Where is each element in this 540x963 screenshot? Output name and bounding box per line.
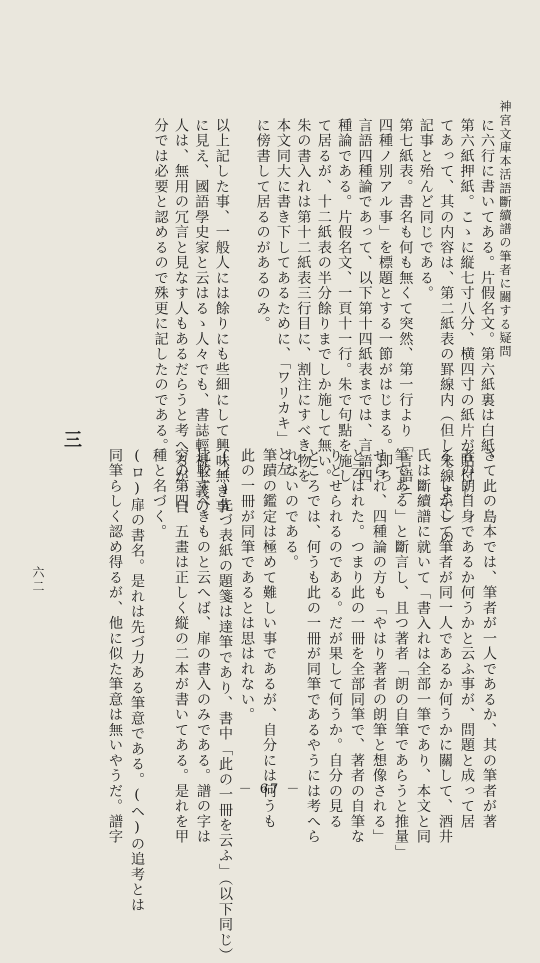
lower-text-line: (イ)先づ表紙の題箋は達筆であり、書中「此の一冊を云ふ」（以下同じ） bbox=[217, 448, 233, 963]
running-header: 神宮文庫本活語斷續譜の筆者に關する疑問 bbox=[498, 100, 512, 359]
lower-text-line: 種と名づく。 bbox=[151, 448, 167, 540]
lower-text-line: と云はれた。つまり此の一冊を全部同筆で、著者の自筆な bbox=[349, 448, 365, 845]
upper-text-line: 種論である。片假名文、一頁十一行。朱で句點を施し bbox=[336, 118, 353, 484]
lower-text-line: 此の一冊が同筆であるとは思はれない。 bbox=[239, 448, 255, 723]
upper-text-line: 記事と殆んど同じである。 bbox=[417, 118, 434, 301]
lower-text-line: りとせられるのである。だが果して何うか。自分の見る bbox=[327, 448, 343, 830]
lower-text-line: 筆蹟の鑑定は極めて難しい事であるが、自分には何うも bbox=[261, 448, 277, 830]
lower-text-line: 筆である」と斷言し、且つ著者「朗の自筆であらうと推量」 bbox=[393, 448, 409, 860]
upper-text-line: て居るが、十二紙表の半分餘りまでしか施して無い。 bbox=[315, 118, 332, 484]
lower-text-line: 氏は斷續譜に就いて「書入れは全部一筆であり、本文と同 bbox=[415, 448, 431, 845]
upper-text-line: 四種ノ別アル事」を標題とする一節がはじまる。即ち bbox=[377, 118, 393, 484]
upper-text-line: 朱の書入れは第十二紙表三行目に、割注にすべき物を bbox=[295, 118, 312, 484]
lower-text-line: 比較すべきものと云へば、扉の書入のみである。譜の字は bbox=[195, 448, 211, 845]
lower-text-line: 同筆らしく認め得るが、他に似た筆意は無いやうだ。譜字 bbox=[107, 448, 123, 845]
upper-text-line: に傍書して居るのがあるのみ。 bbox=[254, 118, 271, 332]
section-number: 三 bbox=[61, 430, 82, 448]
lower-text-line: れないのである。 bbox=[283, 448, 299, 570]
lower-text-line: さて此の島本では、筆者が一人であるか、其の筆者が著 bbox=[481, 448, 497, 830]
lower-text-line: る。しかして筆者が同一人であるか何うかに關して、酒井 bbox=[437, 448, 453, 845]
lower-text-line: ところでは、何うも此の一冊が同筆であるやうには考へら bbox=[305, 448, 321, 845]
upper-text-line: に見え、國語學史家と云はるゝ人々でも、書誌輕視主義の bbox=[193, 118, 210, 515]
upper-text-line: 言語四種論であって、以下第十四紙表までは、言語四 bbox=[356, 118, 373, 484]
lower-text-line: 者の朗自身であるか何うかと云ふ事が、問題と成って居 bbox=[459, 448, 475, 830]
upper-text-line: 人は、無用の冗言と見なす人もあるだらうと考へるが、自 bbox=[173, 118, 189, 515]
upper-text-line: 第七紙表。書名も何も無くて突然、第一行より「言語ニ bbox=[397, 118, 414, 500]
upper-text-line: に六行に書いてある。片假名文。第六紙裏は白紙。 bbox=[479, 118, 495, 469]
lower-text-line: 穷の第四、五畫は正しく縦の二本が書いてある。是れを甲 bbox=[173, 448, 189, 845]
upper-text-line: 第六紙押紙。こゝに縦七寸八分、横四寸の紙片が貼付し bbox=[458, 118, 475, 500]
upper-text-line: てあって、其の内容は、第二紙表の罫線内（但し朱線まで）の bbox=[438, 118, 455, 545]
upper-text-line: 以上記した事、一般人には餘りにも些細にして興味無き事 bbox=[213, 118, 230, 515]
folio-page-number: － 67 － bbox=[238, 782, 302, 797]
lower-text-line: (ロ)扉の書名。是れは先づ力ある筆意である。(ヘ)の追考とは bbox=[129, 448, 145, 913]
page-number-top: 六二 bbox=[31, 566, 45, 594]
lower-text-line: せられ、四種論の方も「やはり著者の朗筆と想像される」 bbox=[371, 448, 387, 845]
upper-text-line: 分では必要と認めるので殊更に記したのである。 bbox=[152, 118, 169, 454]
upper-text-line: 本文同大に書き下してあるために、「ワリカキ」と左 bbox=[275, 118, 291, 477]
